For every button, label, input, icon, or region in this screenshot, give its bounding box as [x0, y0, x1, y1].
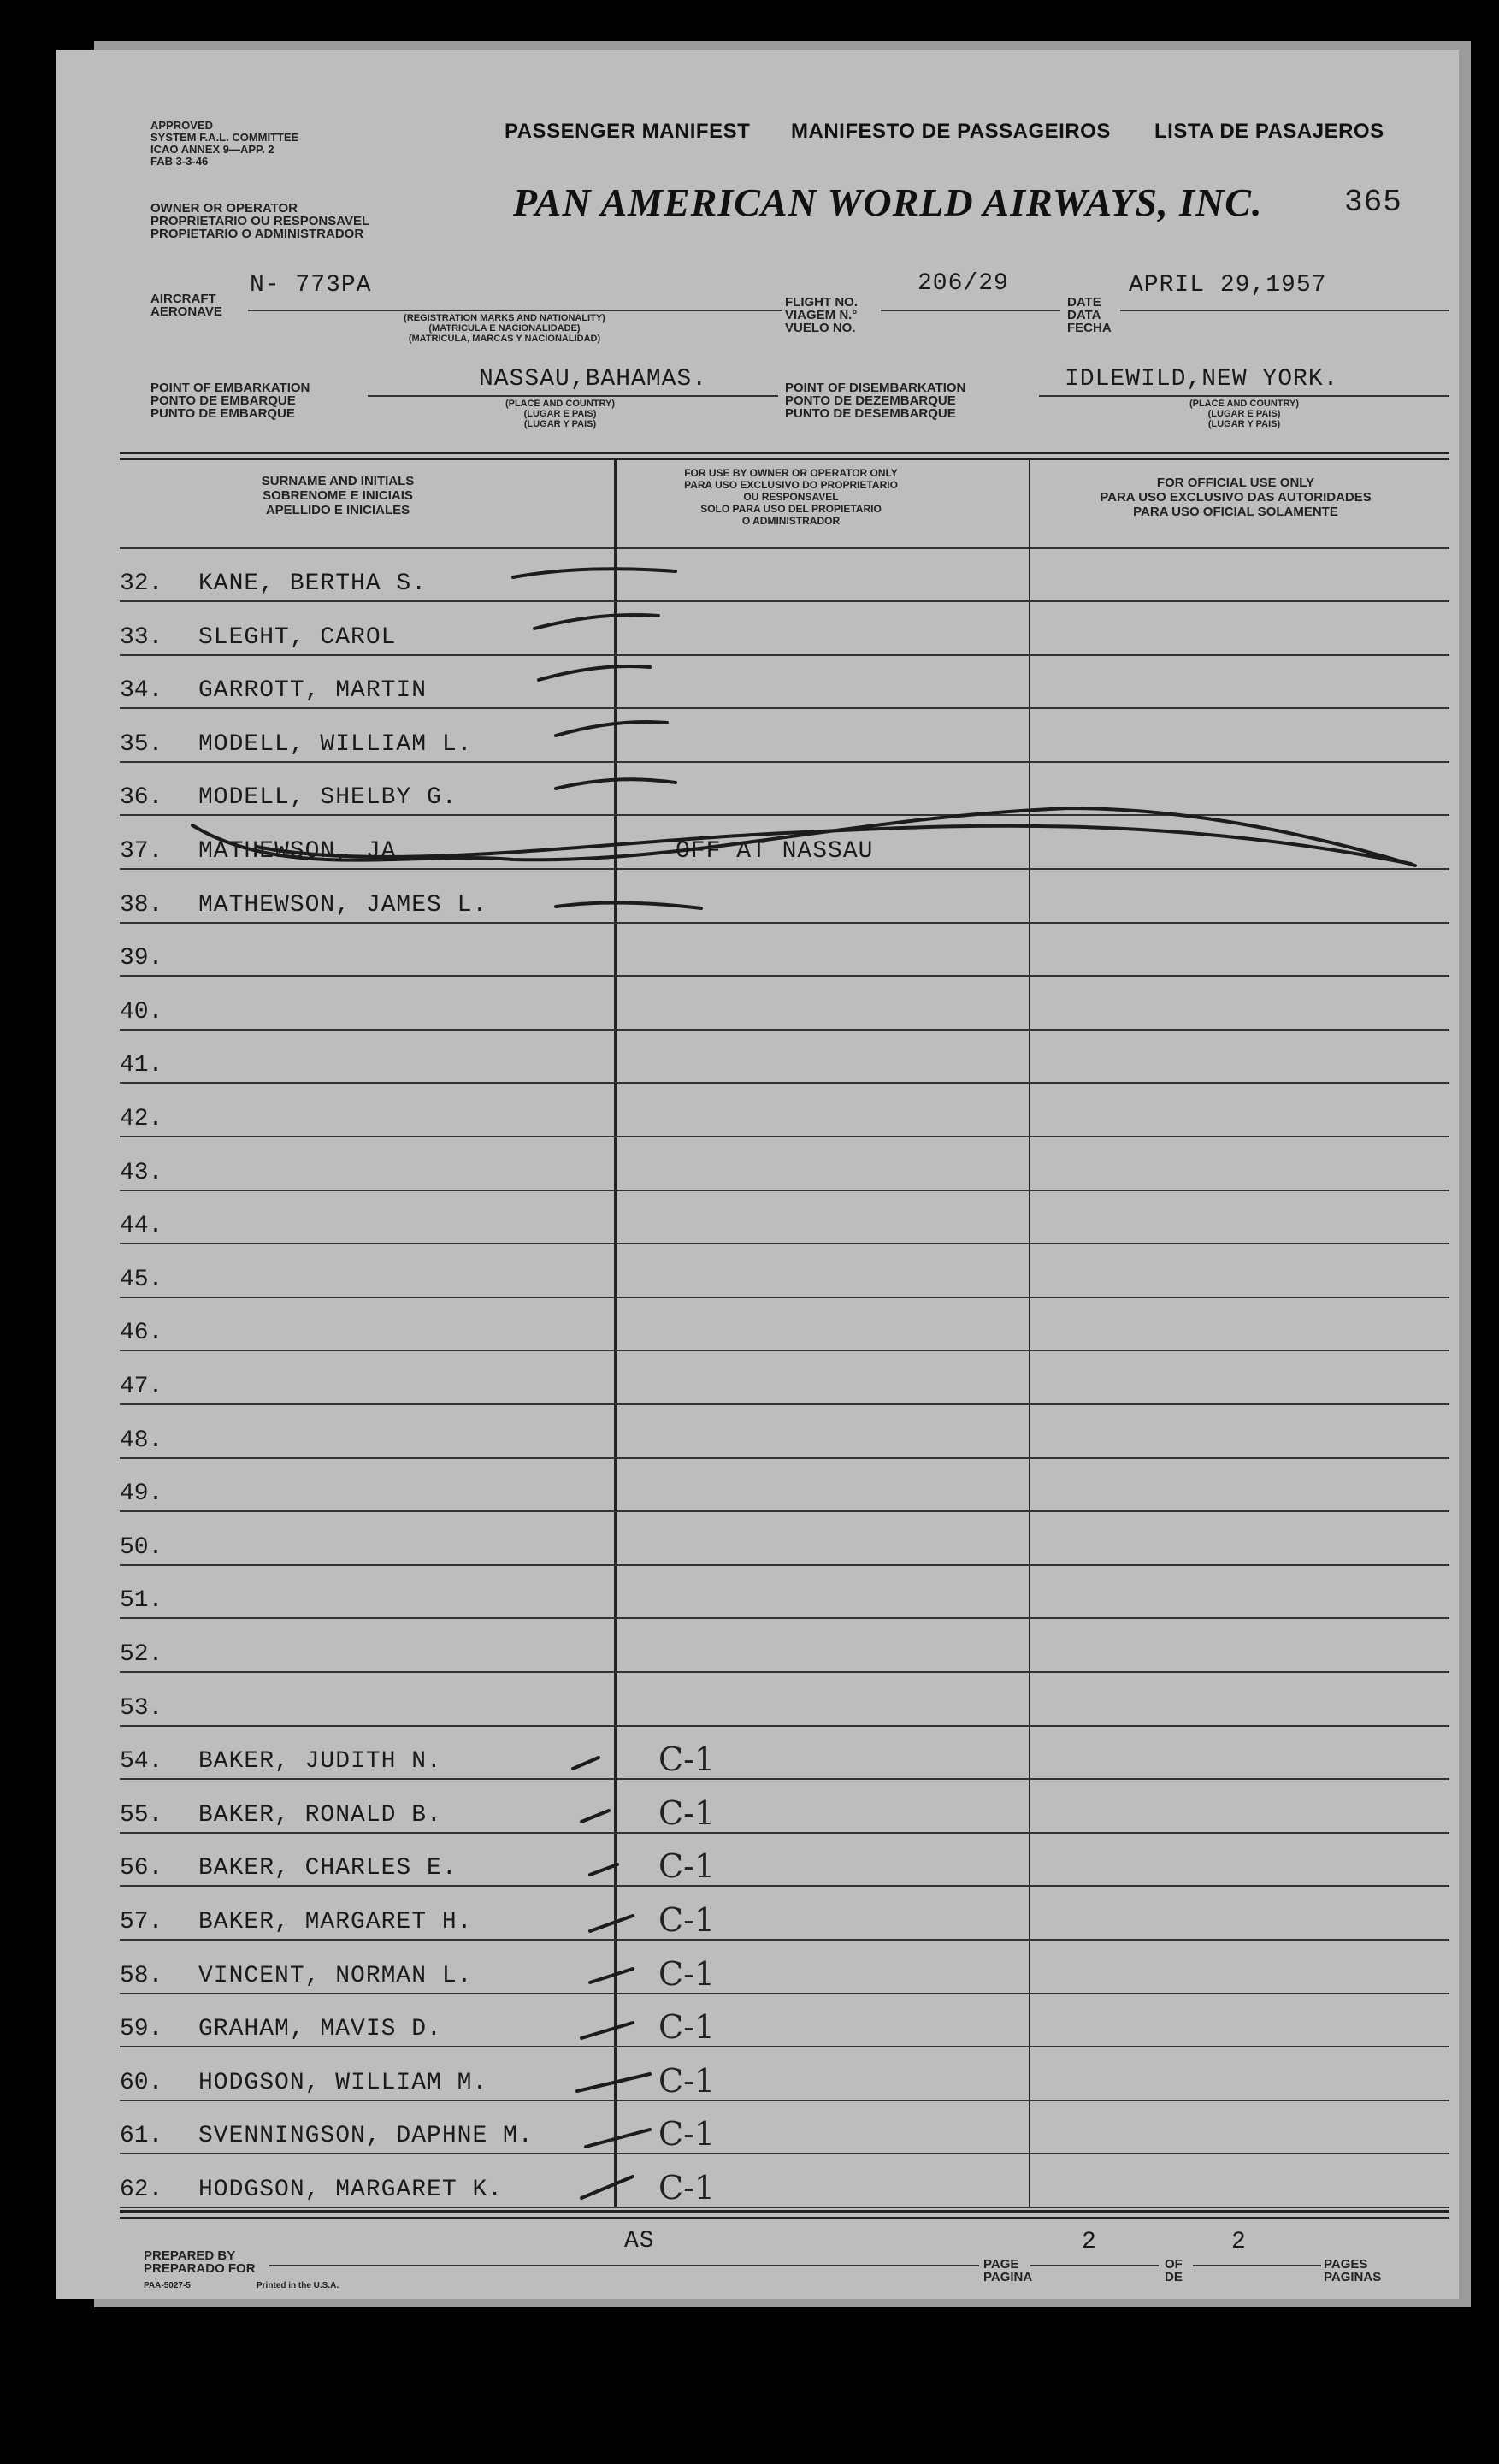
column-names-pt: SOBRENOME E INICIAIS: [263, 488, 413, 503]
tick-stroke: [577, 2074, 650, 2091]
row-number: 32.: [120, 570, 163, 597]
handwritten-code: C-1: [658, 1847, 716, 1886]
embarkation-label-es: PUNTO DE EMBARQUE: [150, 406, 295, 421]
passenger-name: BAKER, RONALD B.: [198, 1801, 442, 1829]
passenger-name: HODGSON, MARGARET K.: [198, 2177, 504, 2203]
row-number: 37.: [120, 838, 163, 865]
passenger-name: KANE, BERTHA S.: [198, 570, 428, 597]
page-label-en: PAGE: [983, 2257, 1019, 2272]
column-official-es: PARA USO OFICIAL SOLAMENTE: [1133, 505, 1338, 519]
row-number: 50.: [120, 1533, 163, 1561]
date-value: APRIL 29,1957: [1129, 272, 1327, 298]
handwritten-code: C-1: [658, 2008, 716, 2047]
row-number: 57.: [120, 1909, 163, 1935]
column-names-es: APELLIDO E INICIALES: [265, 503, 410, 517]
aircraft-label-en: AIRCRAFT: [150, 292, 216, 306]
aircraft-value: N- 773PA: [250, 272, 372, 298]
passenger-name: GARROTT, MARTIN: [198, 677, 428, 705]
disembarkation-label-en: POINT OF DISEMBARKATION: [785, 381, 966, 395]
check-stroke: [534, 615, 658, 629]
passenger-name: MODELL, SHELBY G.: [198, 784, 457, 812]
approval-line: APPROVED: [150, 119, 213, 132]
row-number: 60.: [120, 2069, 163, 2096]
embarkation-label-en: POINT OF EMBARKATION: [150, 381, 310, 395]
row-number: 41.: [120, 1052, 163, 1079]
printed-note: Printed in the U.S.A.: [257, 2281, 339, 2290]
tick-stroke: [581, 2023, 633, 2038]
page-label: [983, 2258, 1032, 2284]
flight-label-pt: VIAGEM N.°: [785, 308, 858, 322]
tick-stroke: [590, 1969, 633, 1982]
pages-label: [1324, 2258, 1381, 2284]
tick-stroke: [586, 2130, 650, 2147]
tick-stroke: [581, 1811, 609, 1822]
embarkation-sub-es: (LUGAR Y PAIS): [523, 419, 597, 429]
column-official-en: FOR OFFICIAL USE ONLY: [1156, 476, 1315, 490]
airline-name: PAN AMERICAN WORLD AIRWAYS, INC.: [513, 180, 1263, 224]
row-number: 39.: [120, 945, 163, 972]
handwritten-code: C-1: [658, 1740, 716, 1779]
handwritten-code: C-1: [658, 2115, 716, 2154]
passenger-name: HODGSON, WILLIAM M.: [198, 2069, 488, 2096]
handwritten-code: C-1: [658, 1954, 716, 1993]
disembarkation-sub-es: (LUGAR Y PAIS): [1207, 419, 1281, 429]
passenger-name: MATHEWSON, JAMES L.: [198, 891, 488, 919]
date-label-pt: DATA: [1067, 308, 1101, 322]
tick-stroke: [590, 1916, 633, 1931]
pages-label-en: PAGES: [1324, 2257, 1368, 2272]
row-number: 49.: [120, 1480, 163, 1508]
passenger-name: MODELL, WILLIAM L.: [198, 730, 473, 758]
prepared-by-pt: PREPARADO FOR: [144, 2261, 256, 2276]
owner-label-en: OWNER OR OPERATOR: [150, 201, 298, 216]
column-official-pt: PARA USO EXCLUSIVO DAS AUTORIDADES: [1100, 490, 1372, 505]
row-number: 35.: [120, 730, 163, 758]
prepared-by-label: [144, 2249, 256, 2275]
column-owner-2: PARA USO EXCLUSIVO DO PROPRIETARIO: [684, 479, 898, 491]
row-number: 46.: [120, 1320, 163, 1347]
title-en: PASSENGER MANIFEST: [505, 120, 751, 143]
row-number: 45.: [120, 1266, 163, 1293]
row-number: 58.: [120, 1962, 163, 1989]
tick-stroke: [590, 1864, 617, 1875]
passenger-name: SLEGHT, CAROL: [198, 623, 397, 651]
row-number: 62.: [120, 2177, 163, 2203]
row-number: 42.: [120, 1106, 163, 1132]
column-names-en: SURNAME AND INITIALS: [261, 474, 415, 488]
aircraft-sub-pt: (MATRICULA E NACIONALIDADE): [428, 323, 581, 334]
flight-value: 206/29: [918, 270, 1009, 297]
embarkation-sub-pt: (LUGAR E PAIS): [523, 409, 597, 419]
embarkation-label-pt: PONTO DE EMBARQUE: [150, 393, 296, 408]
column-owner-3: OU RESPONSAVEL: [743, 491, 839, 503]
row-number: 47.: [120, 1374, 163, 1400]
of-label-en: OF: [1165, 2257, 1183, 2272]
disembarkation-sub-en: (PLACE AND COUNTRY): [1189, 399, 1300, 409]
handwritten-code: C-1: [658, 1901, 716, 1939]
approval-line: SYSTEM F.A.L. COMMITTEE: [150, 131, 299, 144]
passenger-name: MATHEWSON, JA: [198, 838, 397, 865]
row-number: 52.: [120, 1641, 163, 1668]
owner-label-es: PROPIETARIO O ADMINISTRADOR: [150, 227, 364, 241]
of-label-pt: DE: [1165, 2270, 1183, 2284]
disembarkation-label-pt: PONTO DE DEZEMBARQUE: [785, 393, 956, 408]
row-number: 56.: [120, 1855, 163, 1882]
pages-label-pt: PAGINAS: [1324, 2270, 1382, 2284]
date-label-en: DATE: [1067, 295, 1101, 310]
row-number: 43.: [120, 1159, 163, 1186]
preparer-initials: AS: [624, 2228, 655, 2254]
row-number: 34.: [120, 677, 163, 705]
row-number: 55.: [120, 1801, 163, 1829]
check-stroke: [556, 779, 676, 789]
column-owner-4: SOLO PARA USO DEL PROPIETARIO: [700, 503, 882, 515]
embarkation-value: NASSAU,BAHAMAS.: [479, 366, 708, 393]
passenger-name: SVENNINGSON, DAPHNE M.: [198, 2123, 534, 2150]
disembarkation-label-es: PUNTO DE DESEMBARQUE: [785, 406, 956, 421]
row-number: 38.: [120, 891, 163, 919]
row-number: 53.: [120, 1694, 163, 1722]
passenger-name: VINCENT, NORMAN L.: [198, 1962, 473, 1989]
row-number: 61.: [120, 2123, 163, 2150]
form-number: PAA-5027-5: [144, 2281, 191, 2290]
row-number: 44.: [120, 1213, 163, 1240]
flight-label-en: FLIGHT NO.: [785, 295, 858, 310]
row-number: 40.: [120, 998, 163, 1025]
row-number: 33.: [120, 623, 163, 651]
flight-label-es: VUELO NO.: [785, 321, 856, 335]
prepared-by-en: PREPARED BY: [144, 2248, 236, 2263]
passenger-name: GRAHAM, MAVIS D.: [198, 2016, 442, 2043]
page-total: 2: [1231, 2229, 1247, 2255]
aircraft-sub-en: (REGISTRATION MARKS AND NATIONALITY): [404, 313, 605, 323]
title-pt: MANIFESTO DE PASSAGEIROS: [791, 120, 1111, 143]
check-stroke: [539, 666, 650, 680]
handwritten-code: C-1: [658, 2061, 716, 2100]
aircraft-label-pt: AERONAVE: [150, 304, 222, 319]
approval-line: ICAO ANNEX 9—APP. 2: [150, 143, 274, 156]
disembarkation-value: IDLEWILD,NEW YORK.: [1065, 366, 1339, 393]
tick-stroke: [573, 1758, 599, 1769]
tick-stroke: [581, 2177, 633, 2198]
passenger-name: BAKER, CHARLES E.: [198, 1855, 457, 1882]
row-number: 54.: [120, 1748, 163, 1776]
row-number: 48.: [120, 1427, 163, 1454]
sheet-number: 365: [1344, 185, 1402, 220]
disembarkation-sub-pt: (LUGAR E PAIS): [1207, 409, 1281, 419]
page-number: 2: [1082, 2229, 1097, 2255]
title-es: LISTA DE PASAJEROS: [1154, 120, 1384, 143]
approval-line: FAB 3-3-46: [150, 155, 209, 168]
row-number: 51.: [120, 1587, 163, 1615]
check-stroke: [556, 722, 667, 736]
column-owner-5: O ADMINISTRADOR: [741, 515, 841, 527]
column-owner-1: FOR USE BY OWNER OR OPERATOR ONLY: [684, 467, 898, 479]
row-number: 36.: [120, 784, 163, 812]
check-stroke: [556, 902, 701, 908]
of-label: [1165, 2258, 1183, 2284]
date-label-es: FECHA: [1067, 321, 1112, 335]
owner-label-pt: PROPRIETARIO OU RESPONSAVEL: [150, 214, 370, 228]
handwritten-code: C-1: [658, 1793, 716, 1832]
aircraft-sub-es: (MATRICULA, MARCAS Y NACIONALIDAD): [408, 334, 601, 344]
embarkation-sub-en: (PLACE AND COUNTRY): [505, 399, 616, 409]
row-number: 59.: [120, 2016, 163, 2043]
passenger-name: BAKER, JUDITH N.: [198, 1748, 442, 1776]
row-note: OFF AT NASSAU: [676, 838, 874, 865]
handwritten-code: C-1: [658, 2169, 716, 2207]
check-stroke: [513, 569, 676, 577]
passenger-name: BAKER, MARGARET H.: [198, 1909, 473, 1935]
page-label-pt: PAGINA: [983, 2270, 1033, 2284]
